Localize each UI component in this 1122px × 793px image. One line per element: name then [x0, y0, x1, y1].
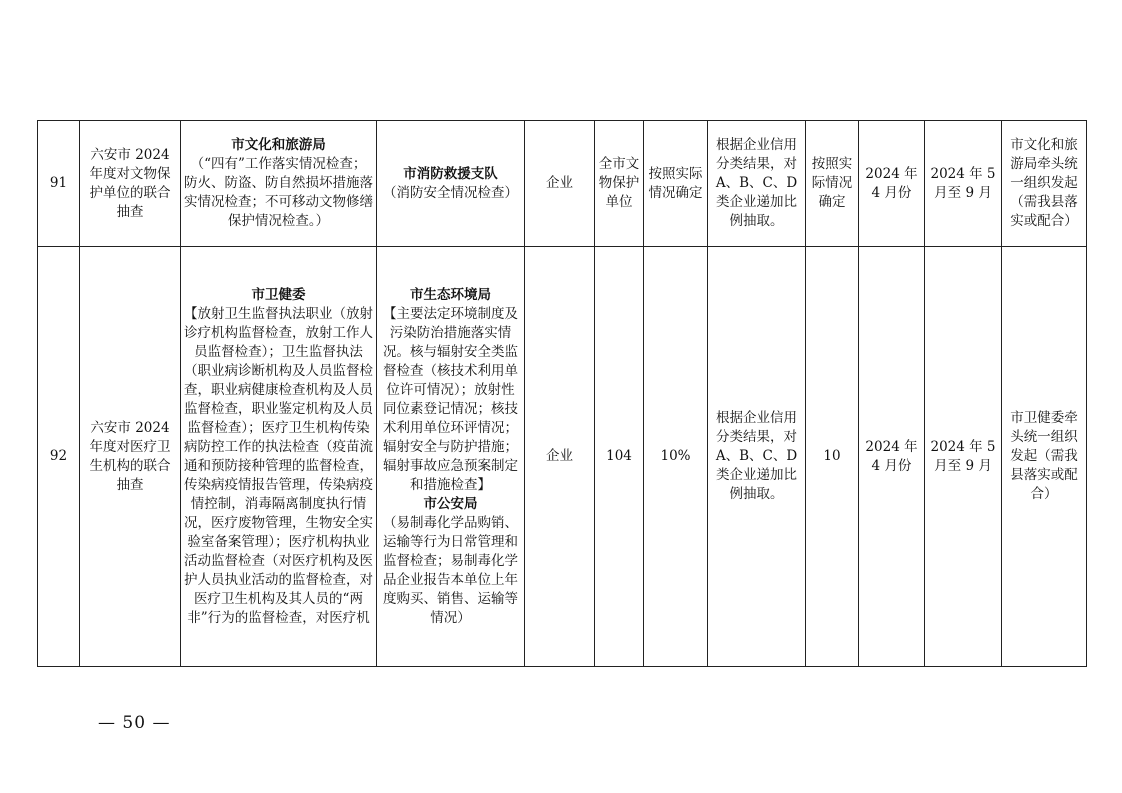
lead-dept-items: 【放射卫生监督执法职业（放射诊疗机构监督检查，放射工作人员监督检查）；卫生监督执法（职业病诊断机构及人员监督检查，职业病健康检查机构及人员监督检查，职业鉴定机构及人员监督检查）；医疗卫生机构传染病防控工作的执法检查（疫苗流通和预防接种管理的监督检查，传染病疫情报告管理，传染病疫情控制，消毒隔离制度执行情况，医疗废物管理，生物安全实验室备案管理）；医疗机构执业活动监督检查（对医疗机构及医护人员执业活动的监督检查，对医疗卫生机构及其人员的“两非”行为的监督检查，对医疗机	[184, 305, 373, 626]
inspection-table	[37, 120, 1087, 667]
row-number: 92	[38, 247, 80, 667]
lead-dept-name: 市卫健委	[251, 286, 306, 303]
sampling-ratio: 按照实际情况确定	[644, 121, 708, 247]
page-number: — 50 —	[98, 713, 171, 733]
sample-count: 按照实际情况确定	[806, 121, 859, 247]
sampling-ratio: 10%	[644, 247, 708, 667]
row-number: 91	[38, 121, 80, 247]
task-name: 六安市 2024 年度对文物保护单位的联合抽查	[80, 121, 181, 247]
task-name: 六安市 2024 年度对医疗卫生机构的联合抽查	[80, 247, 181, 667]
partner-dept-cell	[377, 247, 525, 667]
sampling-method: 根据企业信用分类结果，对 A、B、C、D 类企业递加比例抽取。	[708, 247, 806, 667]
inspection-scope: 104	[595, 247, 644, 667]
sampling-method: 根据企业信用分类结果，对 A、B、C、D 类企业递加比例抽取。	[708, 121, 806, 247]
partner-dept-name: 市消防救援支队	[403, 165, 498, 182]
lead-dept-name: 市文化和旅游局	[231, 137, 326, 153]
remark: 市卫健委牵头统一组织发起（需我县落实或配合）	[1002, 247, 1087, 667]
partner-dept-items: （消防安全情况检查）	[383, 184, 518, 201]
start-time: 2024 年 4 月份	[859, 247, 925, 667]
partner-dept-cell	[377, 121, 525, 247]
lead-dept-cell	[181, 247, 377, 667]
sample-count: 10	[806, 247, 859, 667]
remark: 市文化和旅游局牵头统一组织发起（需我县落实或配合）	[1002, 121, 1087, 247]
table-row	[38, 247, 1087, 667]
inspection-period: 2024 年 5 月至 9 月	[925, 121, 1002, 247]
partner-dept-items-2: （易制毒化学品购销、运输等行为日常管理和监督检查；易制毒化学品企业报告本单位上年度购买、销售、运输等情况）	[383, 514, 518, 626]
inspection-object: 企业	[525, 121, 595, 247]
start-time: 2024 年 4 月份	[859, 121, 925, 247]
lead-dept-items: （“四有”工作落实情况检查；防火、防盗、防自然损坏措施落实情况检查；不可移动文物修缮保护情况检查。）	[184, 156, 373, 229]
inspection-scope: 全市文物保护单位	[595, 121, 644, 247]
lead-dept-cell	[181, 121, 377, 247]
inspection-period: 2024 年 5 月至 9 月	[925, 247, 1002, 667]
inspection-object: 企业	[525, 247, 595, 667]
partner-dept-name: 市生态环境局	[410, 286, 491, 303]
partner-dept-items: 【主要法定环境制度及污染防治措施落实情况。核与辐射安全类监督检查（核技术利用单位许可情况）；放射性同位素登记情况；核技术利用单位环评情况；辐射安全与防护措施；辐射事故应急预案制定和措施检查】	[383, 305, 518, 493]
table-row	[38, 121, 1087, 247]
partner-dept-name-2: 市公安局	[423, 495, 478, 512]
